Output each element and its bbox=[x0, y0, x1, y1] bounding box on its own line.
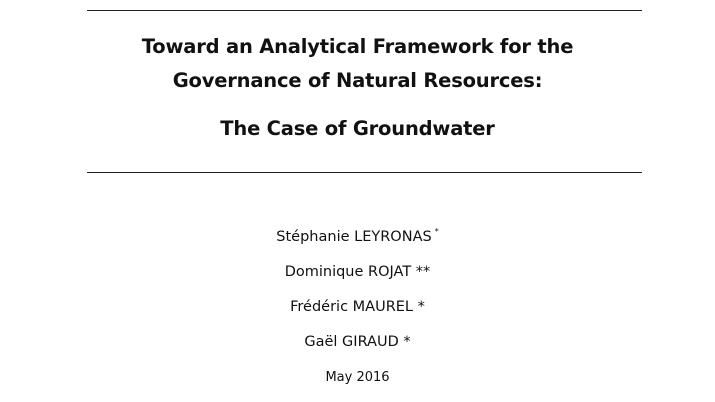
author-1-name: Stéphanie LEYRONAS bbox=[276, 229, 432, 245]
author-1 bbox=[0, 227, 715, 245]
publication-date: May 2016 bbox=[325, 370, 390, 385]
author-1-mark: * bbox=[434, 227, 439, 236]
title-line-2: Governance of Natural Resources: bbox=[172, 69, 543, 92]
title-subtitle: The Case of Groundwater bbox=[220, 117, 495, 140]
bottom-rule bbox=[87, 172, 642, 173]
top-rule bbox=[87, 10, 642, 11]
title-line-1: Toward an Analytical Framework for the bbox=[141, 35, 574, 58]
author-2: Dominique ROJAT ** bbox=[284, 264, 431, 280]
author-4: Gaël GIRAUD * bbox=[304, 334, 411, 350]
author-3: Frédéric MAUREL * bbox=[290, 299, 425, 315]
